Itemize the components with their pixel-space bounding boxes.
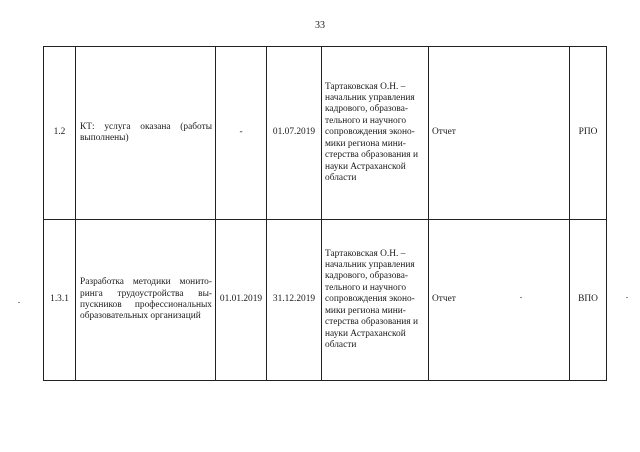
- result-document: Отчет: [429, 47, 570, 220]
- scan-speck: [18, 302, 20, 303]
- control-level: ВПО: [570, 220, 607, 381]
- table-row: [44, 220, 607, 381]
- responsible-person: Тартаковская О.Н. – начальник управления кадрового, образова- тельного и научного сопровождения эконо- мики региона мини- стерства образования и науки Астраханской области: [322, 47, 429, 220]
- control-level: РПО: [570, 47, 607, 220]
- row-number: 1.2: [44, 47, 76, 220]
- responsible-person: Тартаковская О.Н. – начальник управления кадрового, образова- тельного и научного сопровождения эконо- мики региона мини- стерства образования и науки Астраханской области: [322, 220, 429, 381]
- start-date: 01.01.2019: [216, 220, 267, 381]
- scan-speck: [626, 297, 628, 298]
- scan-speck: [520, 297, 522, 298]
- table-row: [44, 47, 607, 220]
- end-date: 01.07.2019: [267, 47, 322, 220]
- plan-table: [43, 46, 607, 381]
- end-date: 31.12.2019: [267, 220, 322, 381]
- milestone-name: КТ: услуга оказана (работы выполнены): [76, 47, 216, 220]
- page-number: 33: [315, 20, 325, 31]
- result-document: Отчет: [429, 220, 570, 381]
- start-date: -: [216, 47, 267, 220]
- row-number: 1.3.1: [44, 220, 76, 381]
- task-name: Разработка методики монито-ринга трудоустройства вы-пускников профессиональных образовательных организаций: [76, 220, 216, 381]
